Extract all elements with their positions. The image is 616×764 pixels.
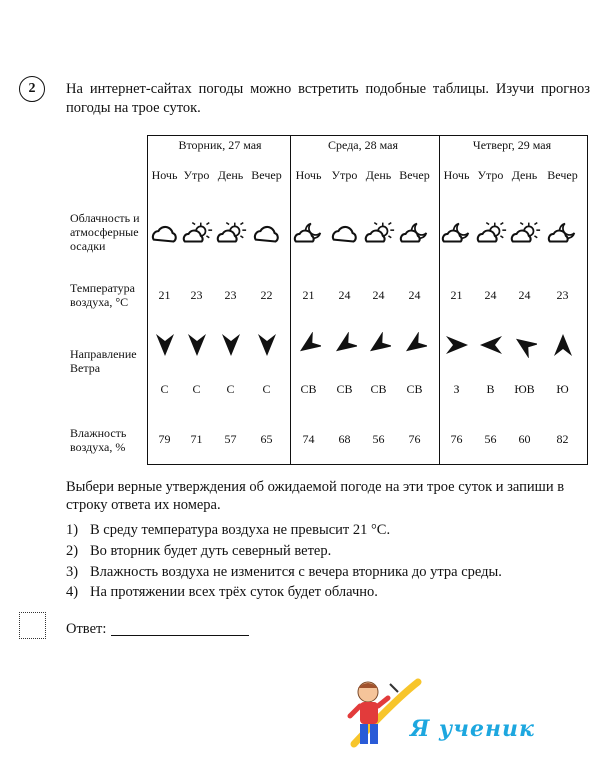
temperature-value: 21 (450, 288, 463, 302)
humidity-value: 57 (224, 432, 237, 446)
wind-direction: С (262, 382, 271, 396)
humidity-value: 79 (158, 432, 171, 446)
wind-direction: Ю (556, 382, 569, 396)
logo-text: Я ученик (410, 716, 535, 742)
day-header: Вторник, 27 мая (178, 138, 262, 152)
task-text: Выбери верные утверждения об ожидаемой погоде на эти трое суток и запиши в строку ответа их номера. (66, 479, 565, 513)
temperature-value: 24 (372, 288, 385, 302)
option-4: 4) На протяжении всех трёх суток будет облачно. (66, 584, 378, 600)
day-header: Среда, 28 мая (328, 138, 398, 152)
arrow-down-left-icon (326, 332, 363, 358)
arrow-left-icon (472, 332, 509, 358)
row-label-clouds: Облачность и атмосферные осадки (70, 211, 140, 253)
period-label: Утро (331, 168, 358, 182)
option-1: 1) В среду температура воздуха не превысит 21 °С. (66, 522, 391, 538)
wind-direction: СВ (406, 382, 423, 396)
wind-direction: С (226, 382, 235, 396)
wind-direction: СВ (370, 382, 387, 396)
arrow-up-icon (544, 332, 581, 358)
row-label-temperature: Температура воздуха, °С (70, 281, 135, 309)
humidity-value: 60 (518, 432, 531, 446)
arrow-down-left-icon (396, 332, 433, 358)
humidity-value: 65 (260, 432, 273, 446)
period-label: Утро (477, 168, 504, 182)
arrow-up-left-icon (506, 332, 543, 358)
period-label: Ночь (295, 168, 322, 182)
period-label: Вечер (399, 168, 430, 182)
temperature-value: 22 (260, 288, 273, 302)
arrow-down-left-icon (290, 332, 327, 358)
sun-cloud-icon (178, 220, 215, 246)
question-number: 2 (19, 76, 45, 102)
sun-cloud-icon (506, 220, 543, 246)
sun-cloud-icon (472, 220, 509, 246)
moon-cloud-icon (438, 220, 475, 246)
humidity-value: 68 (338, 432, 351, 446)
humidity-value: 56 (372, 432, 385, 446)
period-label: День (217, 168, 244, 182)
period-label: Ночь (151, 168, 178, 182)
humidity-value: 71 (190, 432, 203, 446)
arrow-down-left-icon (360, 332, 397, 358)
temperature-value: 24 (484, 288, 497, 302)
boy-mascot-icon (340, 676, 580, 754)
answer-input-line[interactable] (111, 635, 249, 636)
wind-direction: ЮВ (514, 382, 535, 396)
cloud-icon (248, 220, 285, 246)
wind-direction: С (160, 382, 169, 396)
cloud-icon (326, 220, 363, 246)
wind-direction: СВ (300, 382, 317, 396)
temperature-value: 24 (338, 288, 351, 302)
temperature-value: 24 (408, 288, 421, 302)
humidity-value: 56 (484, 432, 497, 446)
wind-direction: З (453, 382, 460, 396)
arrow-down-icon (212, 332, 249, 358)
temperature-value: 23 (556, 288, 569, 302)
period-label: Ночь (443, 168, 470, 182)
arrow-down-icon (248, 332, 285, 358)
moon-cloud-icon (544, 220, 581, 246)
moon-cloud-icon (290, 220, 327, 246)
wind-direction: СВ (336, 382, 353, 396)
humidity-value: 76 (450, 432, 463, 446)
period-label: День (365, 168, 392, 182)
period-label: Утро (183, 168, 210, 182)
moon-cloud-icon (396, 220, 433, 246)
row-label-wind: Направление Ветра (70, 347, 137, 375)
temperature-value: 21 (302, 288, 315, 302)
option-3: 3) Влажность воздуха не изменится с вечера вторника до утра среды. (66, 564, 502, 580)
period-label: Вечер (251, 168, 282, 182)
option-2: 2) Во вторник будет дуть северный ветер. (66, 543, 332, 559)
answer-checkbox[interactable] (19, 612, 46, 639)
period-label: Вечер (547, 168, 578, 182)
sun-cloud-icon (360, 220, 397, 246)
wind-direction: С (192, 382, 201, 396)
temperature-value: 24 (518, 288, 531, 302)
temperature-value: 21 (158, 288, 171, 302)
arrow-right-icon (438, 332, 475, 358)
temperature-value: 23 (224, 288, 237, 302)
temperature-value: 23 (190, 288, 203, 302)
question-intro: На интернет-сайтах погоды можно встретить подобные таблицы. Изучи прогноз погоды на трое суток. (66, 81, 590, 116)
sun-cloud-icon (212, 220, 249, 246)
humidity-value: 74 (302, 432, 315, 446)
humidity-value: 82 (556, 432, 569, 446)
row-label-humidity: Влажность воздуха, % (70, 426, 127, 454)
arrow-down-icon (178, 332, 215, 358)
period-label: День (511, 168, 538, 182)
wind-direction: В (486, 382, 495, 396)
day-header: Четверг, 29 мая (472, 138, 552, 152)
humidity-value: 76 (408, 432, 421, 446)
answer-label: Ответ: (66, 621, 107, 637)
